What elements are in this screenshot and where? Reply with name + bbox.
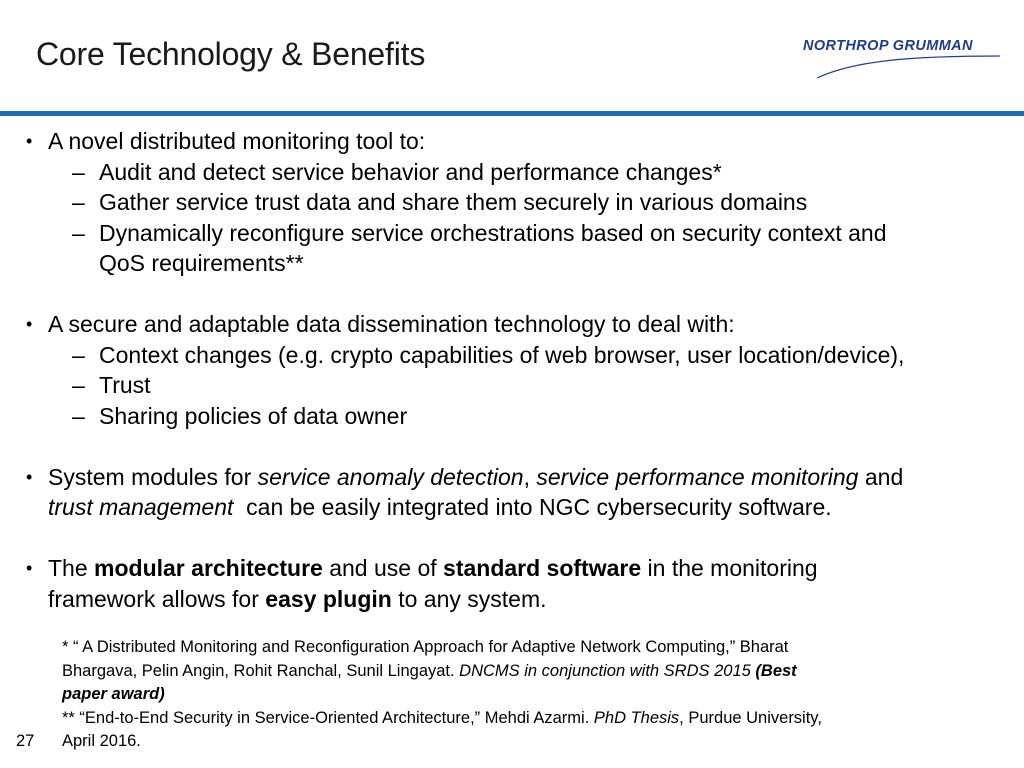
- sub-bullet-item: – Dynamically reconfigure service orchestrations based on security context and: [22, 218, 1012, 249]
- footnote-2: ** “End-to-End Security in Service-Oriented Architecture,” Mehdi Azarmi. PhD Thesis, Purdue University, April 2016.: [62, 708, 822, 751]
- dash-icon: –: [72, 189, 85, 215]
- dash-icon: –: [72, 341, 85, 368]
- bullet-item: • The modular architecture and use of standard software in the monitoring framework allows for easy plugin to any system.: [26, 555, 818, 612]
- slide-title: Core Technology & Benefits: [36, 36, 426, 72]
- sub-bullet-item: – Trust: [22, 370, 1012, 401]
- sub-bullet-item: – Gather service trust data and share them securely in various domains: [22, 187, 1012, 218]
- dash-icon: –: [72, 402, 85, 429]
- bullet-dot-icon: •: [26, 131, 33, 151]
- bullet-dot-icon: •: [26, 558, 33, 578]
- footnote-1: * “ A Distributed Monitoring and Reconfiguration Approach for Adaptive Network Computing,” Bharat Bhargava, Pelin Angin, Rohit Ranchal, Sunil Lingayat. DNCMS in conjunction with SRDS 2015 (Best paper award): [62, 638, 797, 704]
- dash-icon: –: [72, 219, 85, 246]
- northrop-grumman-logo: [795, 30, 1005, 86]
- sub-bullet-continuation: QoS requirements**: [99, 250, 304, 276]
- bullet-dot-icon: •: [26, 466, 33, 487]
- sub-bullet-item: – Sharing policies of data owner: [22, 401, 1012, 432]
- sub-bullet-item: – Context changes (e.g. crypto capabilities of web browser, user location/device),: [22, 340, 1012, 371]
- slide-body: [22, 126, 1012, 614]
- dash-icon: –: [72, 372, 85, 398]
- bullet-dot-icon: •: [26, 314, 33, 334]
- bullet-item: • System modules for service anomaly detection, service performance monitoring and trust management can be easily integrated into NGC cybersecurity software.: [26, 463, 904, 520]
- bullet-item: • A novel distributed monitoring tool to:: [22, 126, 1012, 157]
- sub-bullet-item: – Audit and detect service behavior and performance changes*: [22, 157, 1012, 188]
- page-number: 27: [16, 732, 35, 750]
- dash-icon: –: [72, 158, 85, 185]
- logo-text: NORTHROP GRUMMAN: [803, 38, 973, 54]
- bullet-item: • A secure and adaptable data dissemination technology to deal with:: [22, 309, 1012, 340]
- footnotes: [62, 636, 1012, 754]
- title-divider: [0, 111, 1024, 116]
